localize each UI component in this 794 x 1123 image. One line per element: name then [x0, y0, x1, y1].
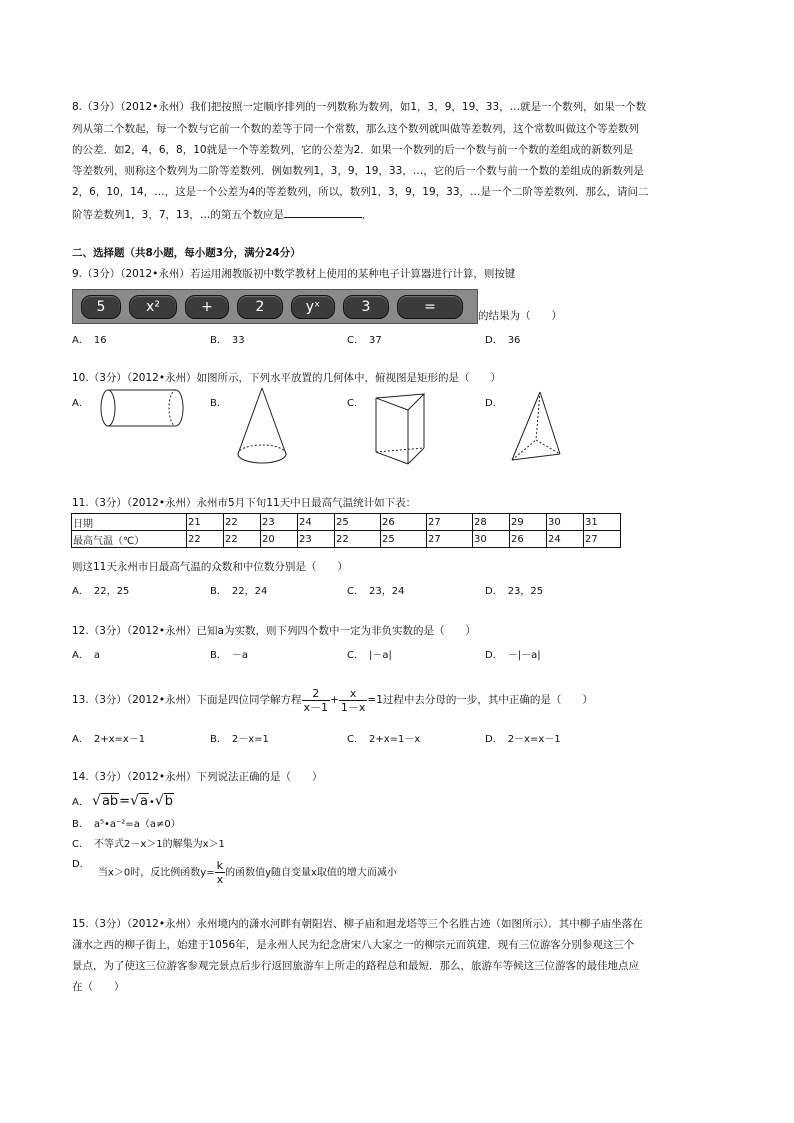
q15-line-1: 15.（3分）（2012•永州）永州境内的潇水河畔有朝阳岩、柳子庙和迴龙塔等三个名胜古迹（如图所示）．其中柳子庙坐落在: [72, 918, 643, 930]
plus-sign: +: [330, 694, 339, 706]
table-cell: 22: [187, 531, 224, 548]
q8-end-mark: ．: [361, 209, 373, 221]
q11-option-b: B． 22，24: [210, 586, 268, 597]
key-x-squared: x²: [129, 295, 177, 319]
key-plus: +: [185, 295, 229, 319]
q11-option-a: A． 22，25: [72, 586, 130, 597]
q14-option-c: C． 不等式2－x＞1的解集为x＞1: [72, 839, 225, 850]
q8-line-2: 列从第二个数起，每一个数与它前一个数的差等于同一个常数，那么这个数列就叫做等差数列，这个常数叫做这个等差数列: [72, 123, 639, 135]
fraction-k-denominator: x: [216, 873, 224, 886]
q11-option-c: C． 23，24: [347, 586, 405, 597]
q12-option-a: A． a: [72, 650, 100, 661]
cylinder-figure: [98, 388, 190, 430]
table-cell: 21: [187, 514, 224, 531]
key-y-power-x: yˣ: [291, 295, 335, 319]
table-row-date: [72, 514, 621, 531]
fraction-k-numerator: k: [215, 859, 226, 873]
table-cell: 27: [427, 514, 473, 531]
q9-option-d: D． 36: [485, 335, 521, 346]
key-equals: =: [397, 295, 463, 319]
q14-option-b: B． a⁵•a⁻²=a（a≠0）: [72, 819, 181, 830]
q9-after: 的结果为（ ）: [478, 310, 562, 322]
q10-option-c-label: C．: [347, 398, 364, 409]
q8-line-1: 8.（3分）（2012•永州）我们把按照一定顺序排列的一列数称为数列，如1，3，9，19，33，…就是一个数列，如果一个数: [72, 101, 647, 113]
calculator-keys-image: [72, 289, 478, 324]
q12-stem: 12.（3分）（2012•永州）已知a为实数，则下列四个数中一定为非负实数的是（ ）: [72, 625, 476, 637]
table-cell: 22: [224, 531, 261, 548]
sqrt-icon: √: [92, 793, 101, 809]
q14-a-expr1: ab: [101, 794, 119, 809]
q11-after: 则这11天永州市日最高气温的众数和中位数分别是（ ）: [72, 561, 348, 573]
table-cell: 25: [381, 531, 427, 548]
q14-option-d: [98, 859, 397, 887]
q14-a-eq: =: [119, 794, 131, 809]
q10-option-a-label: A．: [72, 398, 89, 409]
fraction-2-numerator: x: [339, 687, 368, 701]
key-3: 3: [343, 295, 389, 319]
table-cell: 20: [261, 531, 298, 548]
q13-stem-pre: 13.（3分）（2012•永州）下面是四位同学解方程: [72, 694, 302, 706]
table-cell: 25: [335, 514, 381, 531]
table-cell: 28: [473, 514, 510, 531]
q14-a-expr3: b: [164, 794, 174, 809]
table-cell: 27: [584, 531, 621, 548]
q10-option-d-label: D．: [485, 398, 503, 409]
row-header-date: 日期: [72, 514, 187, 531]
pyramid-figure: [506, 390, 566, 468]
fraction-1-denominator: x－1: [303, 700, 329, 714]
q13-option-a: A． 2+x=x－1: [72, 734, 146, 745]
q8-line-5: 2，6，10，14，…，这是一个公差为4的等差数列，所以，数列1，3，9，19，33，…是一个二阶等差数列．那么，请问二: [72, 186, 649, 198]
q11-stem: 11.（3分）（2012•永州）永州市5月下旬11天中日最高气温统计如下表：: [72, 497, 417, 509]
q8-last-line: 阶等差数列1，3，7，13，…的第五个数应是: [72, 209, 284, 221]
q12-option-d: D． －|－a|: [485, 650, 541, 661]
q15-line-2: 潇水之西的柳子街上，始建于1056年，是永州人民为纪念唐宋八大家之一的柳宗元而筑建．现有三位游客分别参观这三个: [72, 939, 635, 951]
q14-a-label: A．: [72, 797, 89, 808]
q13-option-d: D． 2－x=x－1: [485, 734, 561, 745]
q10-option-b-label: B．: [210, 398, 227, 409]
triangular-prism-figure: [368, 390, 442, 468]
q8-line-4: 等差数列，则称这个数列为二阶等差数列．例如数列1，3，9，19，33，…，它的后一个数与前一个数的差组成的新数列是: [72, 165, 644, 177]
q13-option-c: C． 2+x=1－x: [347, 734, 421, 745]
key-5: 5: [81, 295, 121, 319]
q9-option-a: A． 16: [72, 335, 107, 346]
q13-stem: [72, 686, 593, 714]
table-cell: 24: [547, 531, 584, 548]
table-cell: 24: [298, 514, 335, 531]
q13-option-b: B． 2－x=1: [210, 734, 269, 745]
q14-d-post: 的函数值y随自变量x取值的增大而减小: [225, 867, 397, 879]
temperature-table: [71, 513, 621, 548]
q9-stem: 9.（3分）（2012•永州）若运用湘教版初中数学教材上使用的某种电子计算器进行计算，则按键: [72, 268, 516, 280]
table-cell: 23: [298, 531, 335, 548]
section-title: 二、选择题（共8小题，每小题3分，满分24分）: [72, 247, 301, 259]
key-2: 2: [237, 295, 283, 319]
table-cell: 31: [584, 514, 621, 531]
table-cell: 22: [224, 514, 261, 531]
sqrt-icon: √: [130, 793, 139, 809]
table-cell: 30: [473, 531, 510, 548]
q15-line-3: 景点，为了使这三位游客参观完景点后步行返回旅游车上所走的路程总和最短．那么，旅游车等候这三位游客的最佳地点应: [72, 960, 639, 972]
q13-stem-post: 过程中去分母的一步，其中正确的是（ ）: [382, 694, 593, 706]
sqrt-icon: √: [154, 793, 164, 809]
table-row-temperature: [72, 531, 621, 548]
q14-a-expr2: a: [140, 794, 148, 809]
q14-d-pre: 当x＞0时，反比例函数y=: [98, 867, 215, 879]
table-cell: 27: [427, 531, 473, 548]
q12-option-c: C． |－a|: [347, 650, 392, 661]
table-cell: 26: [381, 514, 427, 531]
q14-stem: 14.（3分）（2012•永州）下列说法正确的是（ ）: [72, 771, 323, 783]
q10-stem: 10.（3分）（2012•永州）如图所示，下列水平放置的几何体中，俯视图是矩形的是（ ）: [72, 372, 502, 384]
q12-option-b: B． －a: [210, 650, 248, 661]
fraction-1: [302, 687, 331, 714]
q11-option-d: D． 23，25: [485, 586, 544, 597]
fraction-2: [339, 687, 368, 714]
table-cell: 23: [261, 514, 298, 531]
cone-figure: [232, 386, 292, 468]
fraction-2-denominator: 1－x: [340, 700, 366, 714]
table-cell: 22: [335, 531, 381, 548]
equals-one: =1: [367, 694, 383, 706]
row-header-temperature: 最高气温（℃）: [72, 531, 187, 548]
q14-option-a: [72, 792, 174, 812]
q9-option-b: B． 33: [210, 335, 245, 346]
q14-a-dot: •: [148, 797, 155, 808]
table-cell: 29: [510, 514, 547, 531]
q9-option-c: C． 37: [347, 335, 382, 346]
table-cell: 30: [547, 514, 584, 531]
q15-line-4: 在（ ）: [72, 981, 125, 993]
q14-d-label: D．: [72, 859, 90, 870]
fraction-1-numerator: 2: [302, 687, 331, 701]
answer-blank: [284, 206, 362, 218]
table-cell: 26: [510, 531, 547, 548]
fraction-k-over-x: [215, 859, 226, 886]
q8-line-6: [72, 206, 372, 222]
q8-line-3: 的公差．如2，4，6，8，10就是一个等差数列，它的公差为2．如果一个数列的后一个数与前一个数的差组成的新数列是: [72, 144, 634, 156]
